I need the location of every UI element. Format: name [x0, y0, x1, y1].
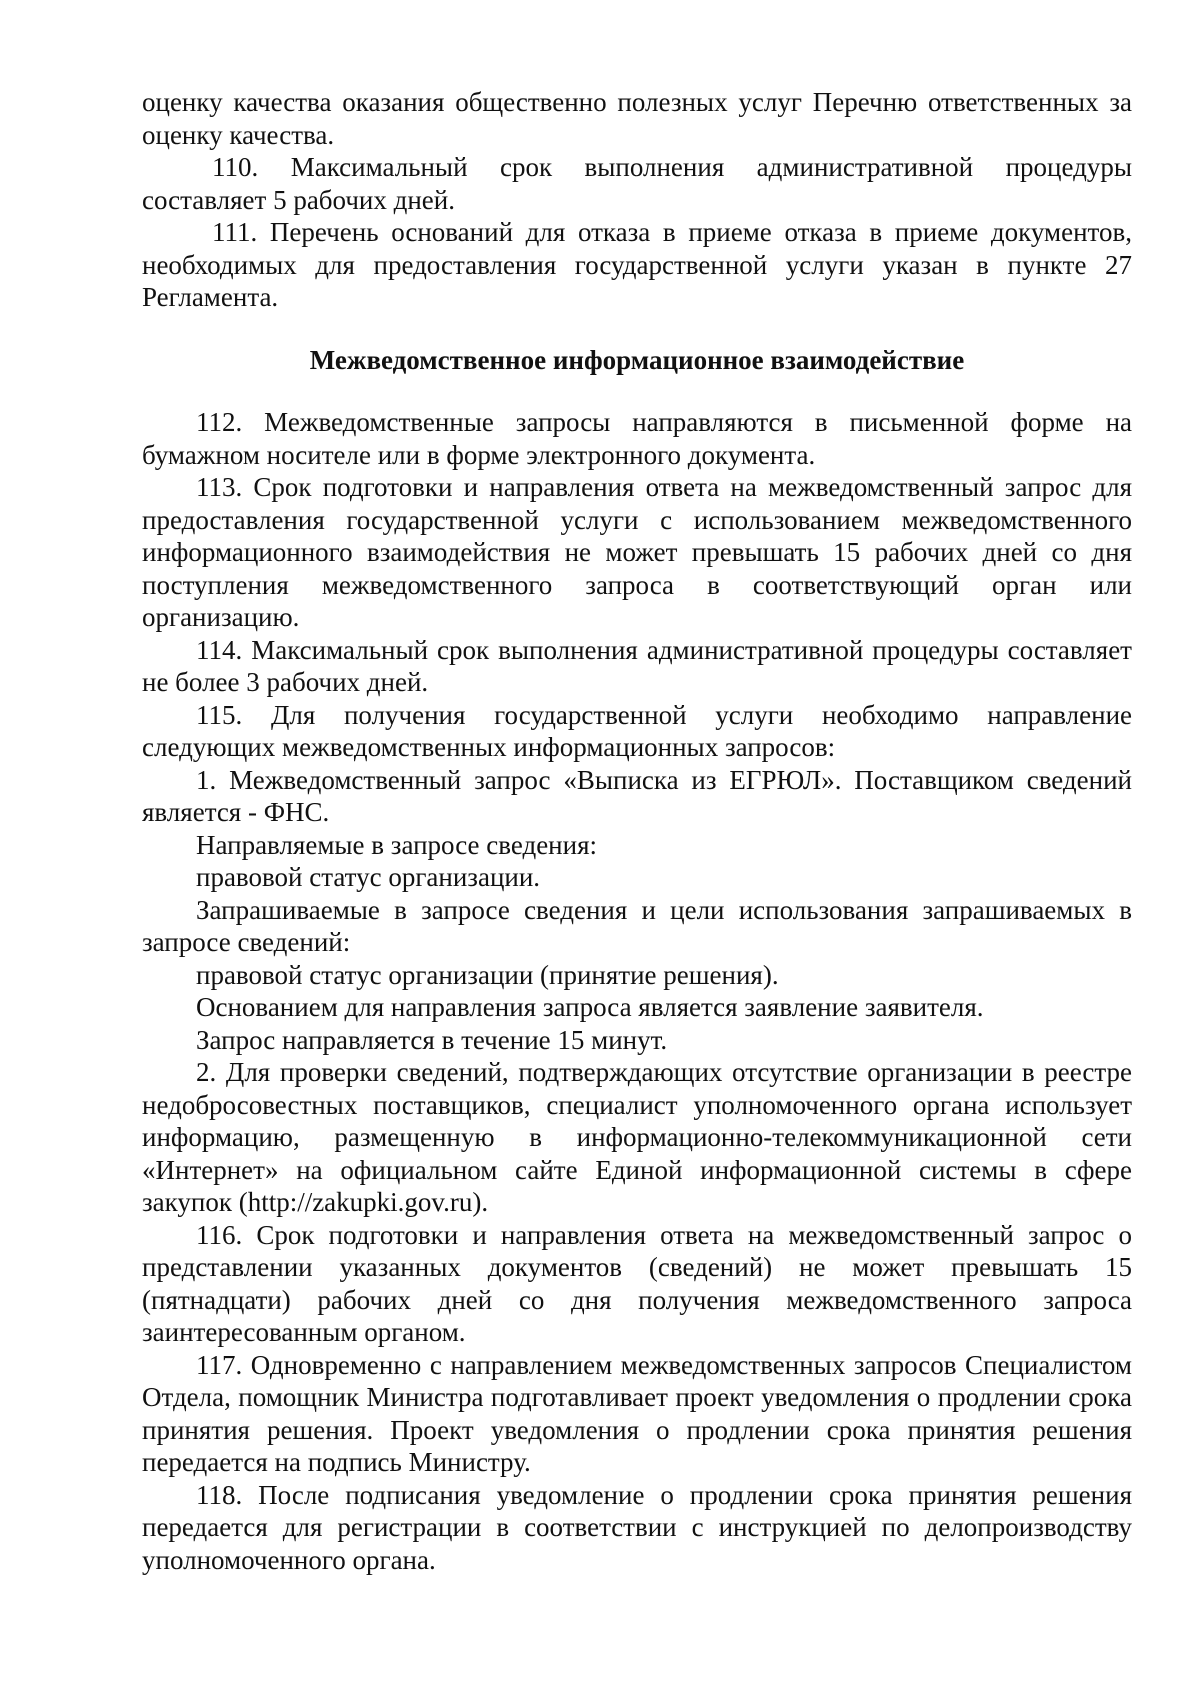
paragraph-sent-info-label: Направляемые в запросе сведения: [196, 829, 597, 860]
paragraph-110: 110. Максимальный срок выполнения административной процедуры составляет 5 рабочих дней. [142, 152, 1132, 215]
paragraph-requested-info-value: правовой статус организации (принятие решения). [196, 959, 779, 990]
paragraph-request-basis: Основанием для направления запроса является заявление заявителя. [196, 992, 984, 1022]
paragraph-112: 112. Межведомственные запросы направляются в письменной форме на бумажном носителе или в форме электронного документа. [142, 407, 1132, 470]
paragraph-114: 114. Максимальный срок выполнения административной процедуры составляет не более 3 рабочих дней. [142, 634, 1132, 697]
paragraph-111: 111. Перечень оснований для отказа в приеме отказа в приеме документов, необходимых для предоставления государственной услуги указан в пункте 27 Регламента. [142, 217, 1132, 312]
paragraph-request-timing: Запрос направляется в течение 15 минут. [196, 1024, 668, 1055]
paragraph-request-2: 2. Для проверки сведений, подтверждающих отсутствие организации в реестре недобросовестных поставщиков, специалист уполномоченного органа использует информацию, размещенную в информационно-телекоммуникационной сети «Интернет» на официальном сайте Единой информационной системы в сфере закупок (http://zakupki.gov.ru). [142, 1057, 1132, 1217]
paragraph-sent-info-value: правовой статус организации. [196, 862, 541, 892]
paragraph-113: 113. Срок подготовки и направления ответа на межведомственный запрос для предоставления государственной услуги с использованием межведомственного информационного взаимодействия не может превышать 15 рабочих дней со дня поступления межведомственного запроса в соответствующий орган или организацию. [142, 472, 1132, 632]
paragraph-116: 116. Срок подготовки и направления ответа на межведомственный запрос о представлении указанных документов (сведений) не может превышать 15 (пятнадцати) рабочих дней со дня получения межведомственного запроса заинтересованным органом. [142, 1219, 1132, 1347]
paragraph-117: 117. Одновременно с направлением межведомственных запросов Специалистом Отдела, помощник Министра подготавливает проект уведомления о продлении срока принятия решения. Проект уведомления о продлении срока принятия решения передается на подпись Министру. [142, 1349, 1132, 1477]
document-body [142, 86, 1132, 1576]
paragraph-continuation: оценку качества оказания общественно полезных услуг Перечню ответственных за оценку качества. [142, 87, 1132, 150]
paragraph-115: 115. Для получения государственной услуги необходимо направление следующих межведомственных информационных запросов: [142, 699, 1132, 762]
paragraph-118: 118. После подписания уведомление о продлении срока принятия решения передается для регистрации в соответствии с инструкцией по делопроизводству уполномоченного органа. [142, 1479, 1132, 1575]
paragraph-requested-info-label: Запрашиваемые в запросе сведения и цели использования запрашиваемых в запросе сведений: [142, 894, 1132, 957]
paragraph-request-1: 1. Межведомственный запрос «Выписка из ЕГРЮЛ». Поставщиком сведений является - ФНС. [142, 764, 1132, 827]
section-heading: Межведомственное информационное взаимодействие [309, 344, 965, 375]
